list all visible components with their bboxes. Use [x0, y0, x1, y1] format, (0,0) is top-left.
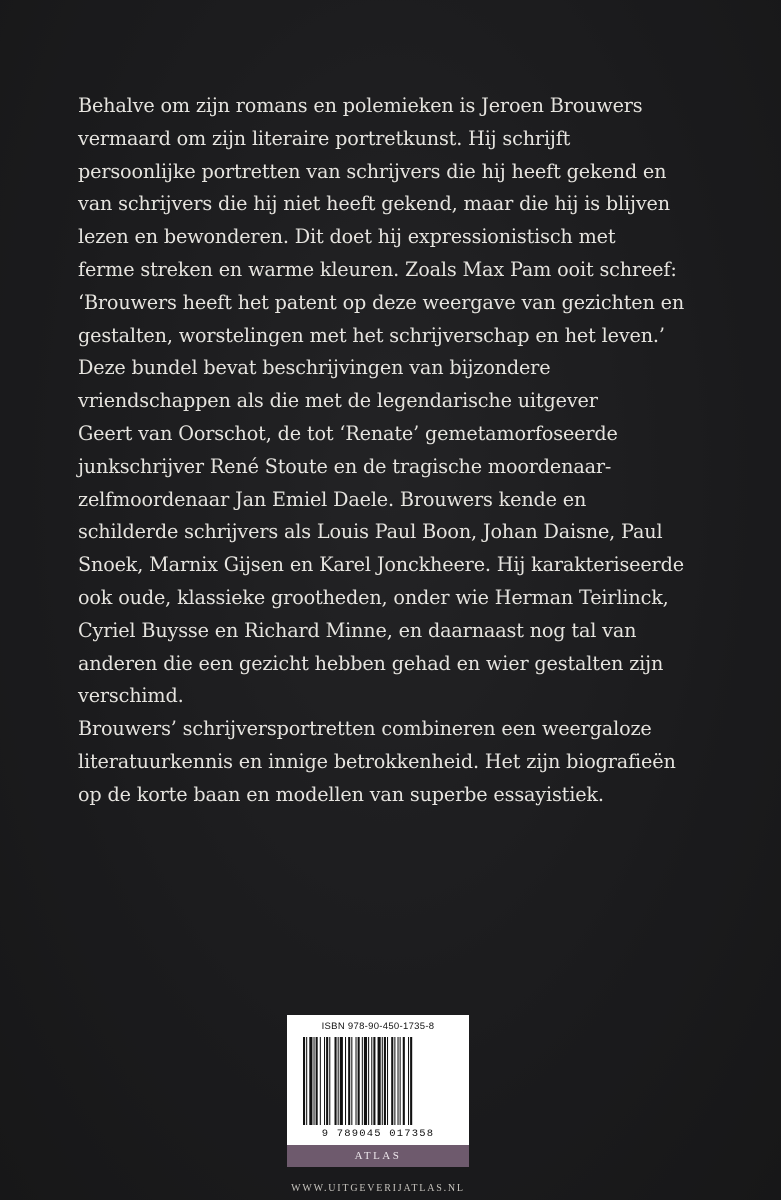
- barcode-bar: [373, 1037, 375, 1125]
- barcode-bar: [306, 1037, 307, 1125]
- barcode-bar: [382, 1037, 383, 1125]
- blurb-line: van schrijvers die hij niet heeft gekend, maar die hij is blijven: [78, 192, 670, 216]
- barcode-bar: [362, 1037, 363, 1125]
- blurb-line: schilderde schrijvers als Louis Paul Boon, Johan Daisne, Paul: [78, 520, 663, 544]
- barcode-bars: [301, 1037, 455, 1129]
- isbn-text: ISBN 978-90-450-1735-8: [321, 1021, 435, 1032]
- blurb-line: junkschrijver René Stoute en de tragische moordenaar-: [78, 454, 612, 478]
- blurb-line: op de korte baan en modellen van superbe essayistiek.: [78, 782, 604, 806]
- barcode-bar: [364, 1037, 367, 1125]
- barcode-bar: [387, 1037, 388, 1125]
- barcode-bar: [410, 1037, 412, 1125]
- barcode-bar: [338, 1037, 339, 1125]
- barcode-bar: [400, 1037, 401, 1125]
- blurb-text: [78, 90, 718, 812]
- blurb-line: Behalve om zijn romans en polemieken is Jeroen Brouwers: [78, 94, 643, 117]
- barcode-bar: [391, 1037, 393, 1125]
- barcode-bar: [378, 1037, 381, 1125]
- barcode-bar: [384, 1037, 386, 1125]
- barcode-bar: [314, 1037, 315, 1125]
- barcode-bar: [368, 1037, 369, 1125]
- barcode-bar: [320, 1037, 321, 1125]
- blurb-line: gestalten, worstelingen met het schrijverschap en het leven.’: [78, 323, 665, 347]
- barcode-bar: [408, 1037, 409, 1125]
- blurb-line: persoonlijke portretten van schrijvers die hij heeft gekend en: [78, 159, 667, 183]
- blurb-line: Cyriel Buysse en Richard Minne, en daarnaast nog tal van: [78, 618, 637, 642]
- barcode-bar: [403, 1037, 405, 1125]
- barcode-bar: [345, 1037, 346, 1125]
- barcode-bar: [324, 1037, 325, 1125]
- barcode-bar: [326, 1037, 328, 1125]
- blurb-line: literatuurkennis en innige betrokkenheid. Het zijn biografieën: [78, 749, 676, 773]
- blurb-line: anderen die een gezicht hebben gehad en wier gestalten zijn: [78, 651, 664, 675]
- blurb-line: Geert van Oorschot, de tot ‘Renate’ gemetamorfoseerde: [78, 421, 618, 445]
- barcode-bar: [303, 1037, 305, 1125]
- blurb-line: ferme streken en warme kleuren. Zoals Max Pam ooit schreef:: [78, 257, 677, 281]
- barcode-bar: [356, 1037, 357, 1125]
- barcode-bar: [394, 1037, 395, 1125]
- barcode-bar: [348, 1037, 350, 1125]
- barcode-bar: [358, 1037, 360, 1125]
- blurb-line: Deze bundel bevat beschrijvingen van bijzondere: [78, 356, 551, 380]
- blurb-line: vermaard om zijn literaire portretkunst. Hij schrijft: [78, 126, 571, 150]
- barcode-bar: [398, 1037, 399, 1125]
- barcode-digits: 9 789045 017358: [321, 1128, 435, 1140]
- publisher-logo: ATLAS: [287, 1145, 469, 1167]
- barcode-bar: [329, 1037, 330, 1125]
- barcode-bar: [340, 1037, 343, 1125]
- blurb-line: Snoek, Marnix Gijsen en Karel Jonckheere. Hij karakteriseerde: [78, 553, 684, 577]
- blurb-line: lezen en bewonderen. Dit doet hij expressionistisch met: [78, 225, 616, 249]
- barcode-bar: [309, 1037, 312, 1125]
- blurb-line: ook oude, klassieke grootheden, onder wie Herman Teirlinck,: [78, 585, 669, 609]
- blurb-line: ‘Brouwers heeft het patent op deze weergave van gezichten en: [78, 290, 685, 314]
- barcode-bar: [335, 1037, 337, 1125]
- barcode-label: [287, 1015, 469, 1145]
- barcode-bar: [316, 1037, 318, 1125]
- blurb-line: zelfmoordenaar Jan Emiel Daele. Brouwers kende en: [78, 487, 587, 511]
- blurb-line: vriendschappen als die met de legendarische uitgever: [78, 389, 598, 413]
- barcode-bar: [371, 1037, 372, 1125]
- publisher-website: WWW.UITGEVERIJATLAS.NL: [291, 1183, 465, 1194]
- blurb-line: verschimd.: [78, 684, 184, 708]
- blurb-line: Brouwers’ schrijversportretten combineren een weergaloze: [78, 717, 652, 741]
- barcode-bar: [351, 1037, 352, 1125]
